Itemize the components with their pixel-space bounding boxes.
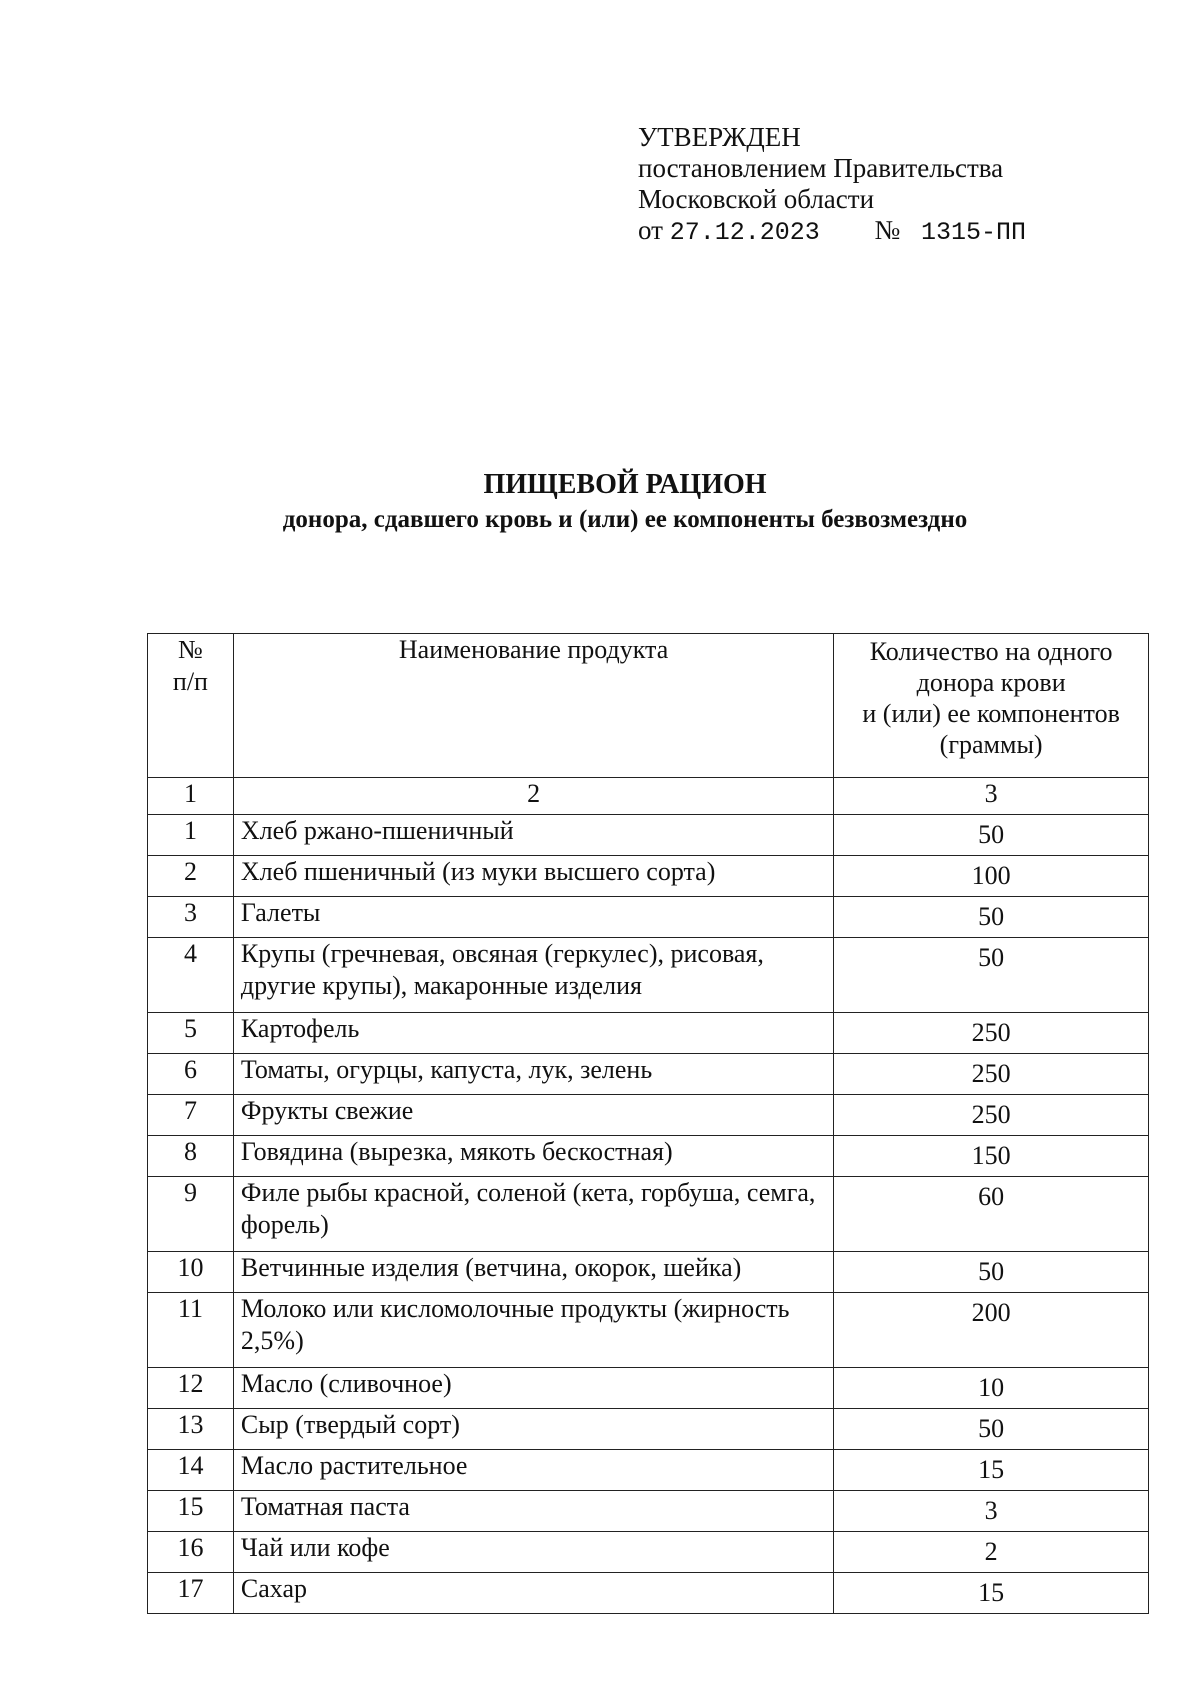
product-quantity: 10: [834, 1368, 1149, 1409]
product-quantity: 50: [834, 1409, 1149, 1450]
approval-line-region: Московской области: [638, 184, 875, 214]
row-number: 2: [148, 856, 234, 897]
table-row: [148, 1177, 1149, 1252]
table-row: [148, 1095, 1149, 1136]
row-number: 9: [148, 1177, 234, 1252]
product-name: Филе рыбы красной, соленой (кета, горбуша, семга, форель): [233, 1177, 833, 1252]
product-name: Томатная паста: [233, 1491, 833, 1532]
product-name: Молоко или кисломолочные продукты (жирность 2,5%): [233, 1293, 833, 1368]
row-number: 7: [148, 1095, 234, 1136]
header-product-name: Наименование продукта: [233, 634, 833, 778]
header-quantity-line1: Количество на одного: [869, 637, 1113, 666]
product-name: Сахар: [233, 1573, 833, 1614]
header-number-abbr: п/п: [172, 667, 208, 696]
product-name: Масло (сливочное): [233, 1368, 833, 1409]
product-quantity: 60: [834, 1177, 1149, 1252]
row-number: 10: [148, 1252, 234, 1293]
table-row: [148, 1293, 1149, 1368]
product-quantity: 250: [834, 1095, 1149, 1136]
product-name: Чай или кофе: [233, 1532, 833, 1573]
product-name: Фрукты свежие: [233, 1095, 833, 1136]
title-main: ПИЩЕВОЙ РАЦИОН: [483, 469, 767, 500]
table-row: [148, 856, 1149, 897]
row-number: 14: [148, 1450, 234, 1491]
product-quantity: 50: [834, 1252, 1149, 1293]
approval-date-number: [638, 215, 1026, 248]
row-number: 1: [148, 815, 234, 856]
row-number: 12: [148, 1368, 234, 1409]
product-quantity: 200: [834, 1293, 1149, 1368]
product-quantity: 100: [834, 856, 1149, 897]
document-title: [0, 468, 1200, 537]
product-name: Крупы (гречневая, овсяная (геркулес), рисовая, другие крупы), макаронные изделия: [233, 938, 833, 1013]
table-row: [148, 1450, 1149, 1491]
table-row: [148, 1491, 1149, 1532]
header-number-sign: №: [178, 635, 203, 664]
product-quantity: 3: [834, 1491, 1149, 1532]
product-name: Хлеб пшеничный (из муки высшего сорта): [233, 856, 833, 897]
product-quantity: 250: [834, 1054, 1149, 1095]
approval-line-approved: УТВЕРЖДЕН: [638, 122, 801, 152]
product-quantity: 50: [834, 897, 1149, 938]
table-row: [148, 1136, 1149, 1177]
column-index-2: 2: [233, 778, 833, 815]
row-number: 15: [148, 1491, 234, 1532]
product-name: Ветчинные изделия (ветчина, окорок, шейка): [233, 1252, 833, 1293]
row-number: 8: [148, 1136, 234, 1177]
table-row: [148, 1252, 1149, 1293]
table-row: [148, 897, 1149, 938]
approval-line-resolution: постановлением Правительства: [638, 153, 1004, 183]
row-number: 4: [148, 938, 234, 1013]
row-number: 11: [148, 1293, 234, 1368]
table-row: [148, 1013, 1149, 1054]
table-row: [148, 1054, 1149, 1095]
table-row: [148, 1573, 1149, 1614]
product-quantity: 150: [834, 1136, 1149, 1177]
product-name: Томаты, огурцы, капуста, лук, зелень: [233, 1054, 833, 1095]
title-subtitle: донора, сдавшего кровь и (или) ее компоненты безвозмездно: [282, 506, 968, 533]
header-quantity-line4: (граммы): [939, 730, 1043, 759]
row-number: 13: [148, 1409, 234, 1450]
table-row: [148, 1532, 1149, 1573]
product-name: Хлеб ржано-пшеничный: [233, 815, 833, 856]
row-number: 5: [148, 1013, 234, 1054]
approval-number: 1315-ПП: [921, 218, 1027, 247]
header-quantity: [834, 634, 1149, 778]
row-number: 3: [148, 897, 234, 938]
product-name: Масло растительное: [233, 1450, 833, 1491]
table-row: [148, 1409, 1149, 1450]
date-prefix: от: [638, 215, 663, 245]
product-name: Галеты: [233, 897, 833, 938]
header-number: [148, 634, 234, 778]
approval-stamp: [638, 122, 1026, 248]
product-quantity: 50: [834, 938, 1149, 1013]
row-number: 16: [148, 1532, 234, 1573]
ration-table: [147, 633, 1149, 1614]
product-name: Сыр (твердый сорт): [233, 1409, 833, 1450]
column-index-row: [148, 778, 1149, 815]
row-number: 17: [148, 1573, 234, 1614]
column-index-3: 3: [834, 778, 1149, 815]
product-quantity: 15: [834, 1573, 1149, 1614]
product-quantity: 50: [834, 815, 1149, 856]
table-row: [148, 938, 1149, 1013]
table-row: [148, 815, 1149, 856]
header-quantity-line3: и (или) ее компонентов: [862, 699, 1120, 728]
number-sign: №: [874, 215, 901, 245]
product-quantity: 15: [834, 1450, 1149, 1491]
approval-date: 27.12.2023: [669, 218, 820, 247]
product-quantity: 2: [834, 1532, 1149, 1573]
product-name: Говядина (вырезка, мякоть бескостная): [233, 1136, 833, 1177]
product-name: Картофель: [233, 1013, 833, 1054]
product-quantity: 250: [834, 1013, 1149, 1054]
header-quantity-line2: донора крови: [916, 668, 1066, 697]
column-index-1: 1: [148, 778, 234, 815]
table-row: [148, 1368, 1149, 1409]
table-header-row: [148, 634, 1149, 778]
row-number: 6: [148, 1054, 234, 1095]
